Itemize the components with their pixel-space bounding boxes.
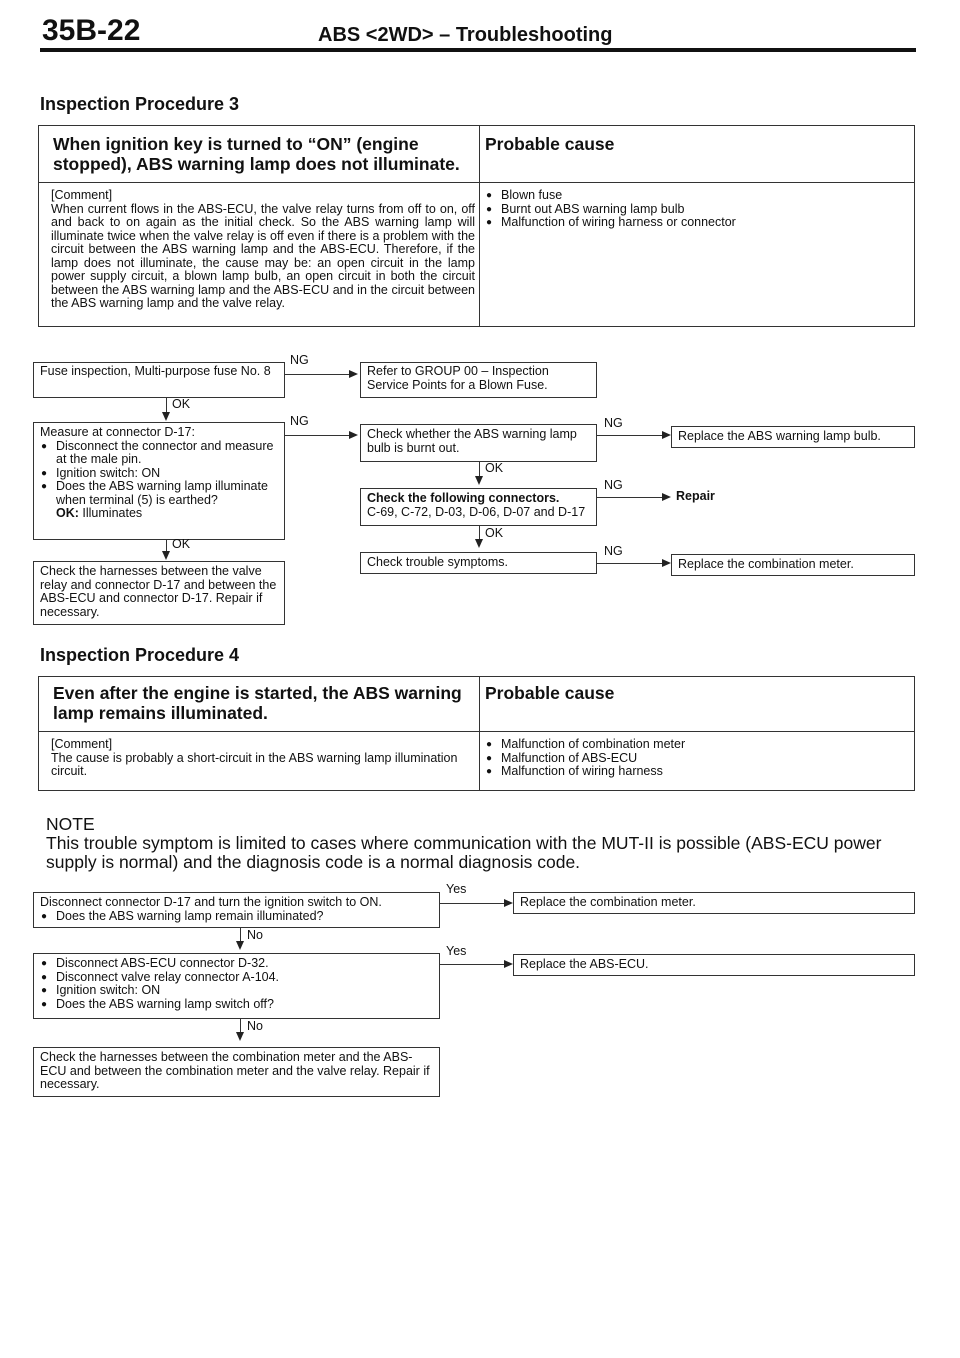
procedure-3-table	[38, 125, 915, 327]
procedure-4-causes	[485, 738, 685, 779]
ok-label: OK	[485, 461, 504, 475]
cause-item: ● Malfunction of wiring harness	[485, 765, 685, 779]
note-text: This trouble symptom is limited to cases where communication with the MUT-II is possible (ABS-ECU power supply is normal) and the diagnosis code is a normal diagnosis code.	[46, 833, 882, 872]
cause-item: ● Malfunction of combination meter	[485, 738, 685, 752]
header-rule	[40, 48, 916, 52]
ok-label: OK	[485, 526, 504, 540]
replace-meter-box: Replace the combination meter.	[671, 554, 915, 576]
disconnect-d17-question: ● Does the ABS warning lamp remain illuminated?	[40, 910, 433, 924]
procedure-3-symptom: When ignition key is turned to “ON” (engine stopped), ABS warning lamp does not illuminate.	[53, 134, 460, 174]
cause-item: ● Malfunction of ABS-ECU	[485, 752, 685, 766]
no-label: No	[247, 1019, 263, 1033]
ng-label: NG	[290, 353, 309, 367]
ok-label: OK	[172, 397, 191, 411]
procedure-4-table	[38, 676, 915, 791]
disconnect-ecu-item: ● Ignition switch: ON	[40, 984, 433, 998]
measure-item: ● Disconnect the connector and measure at the male pin.	[40, 440, 278, 467]
replace-meter-box-2: Replace the combination meter.	[513, 892, 915, 914]
ng-label: NG	[604, 478, 623, 492]
procedure-4-comment	[51, 738, 475, 779]
check-harness-box: Check the harnesses between the valve relay and connector D-17 and between the ABS-ECU and connector D-17. Repair if necessary.	[33, 561, 285, 625]
check-connectors-box	[360, 488, 597, 526]
procedure-3-causes	[485, 189, 736, 230]
cause-item: ● Burnt out ABS warning lamp bulb	[485, 203, 736, 217]
check-harness-box-2: Check the harnesses between the combination meter and the ABS-ECU and between the combination meter and the valve relay. Repair if necessary.	[33, 1047, 440, 1097]
comment-label: [Comment]	[51, 188, 113, 202]
check-connectors-title: Check the following connectors.	[367, 491, 560, 505]
yes-label: Yes	[446, 944, 467, 958]
check-bulb-box: Check whether the ABS warning lamp bulb is burnt out.	[360, 424, 597, 462]
ok-label: OK	[172, 537, 191, 551]
disconnect-ecu-list	[40, 957, 433, 1011]
cause-item: ● Blown fuse	[485, 189, 736, 203]
cause-item: ● Malfunction of wiring harness or connector	[485, 216, 736, 230]
disconnect-ecu-item: ● Disconnect valve relay connector A-104.	[40, 971, 433, 985]
procedure-4-cause-header: Probable cause	[485, 683, 615, 703]
disconnect-ecu-box	[33, 953, 440, 1019]
refer-group-00-box: Refer to GROUP 00 – Inspection Service Points for a Blown Fuse.	[360, 362, 597, 398]
comment-label: [Comment]	[51, 737, 113, 751]
procedure-3-cause-header: Probable cause	[485, 134, 615, 154]
measure-list	[40, 440, 278, 508]
ok-criteria-label: OK:	[56, 506, 79, 520]
procedure-4-title: Inspection Procedure 4	[40, 645, 240, 665]
procedure-3-title: Inspection Procedure 3	[40, 94, 240, 114]
replace-bulb-box: Replace the ABS warning lamp bulb.	[671, 426, 915, 448]
measure-item: ● Ignition switch: ON	[40, 467, 278, 481]
comment-text: The cause is probably a short-circuit in the ABS warning lamp illumination circuit.	[51, 750, 458, 778]
note-block	[46, 815, 916, 872]
measure-item: ● Does the ABS warning lamp illuminate when terminal (5) is earthed?	[40, 480, 278, 507]
page-title: ABS <2WD> – Troubleshooting	[318, 24, 613, 46]
ng-label: NG	[290, 414, 309, 428]
page-number: 35B-22	[42, 14, 141, 47]
disconnect-ecu-item: ● Disconnect ABS-ECU connector D-32.	[40, 957, 433, 971]
ok-criteria-value: Illuminates	[82, 506, 143, 520]
disconnect-d17-box	[33, 892, 440, 928]
disconnect-ecu-item: ● Does the ABS warning lamp switch off?	[40, 998, 433, 1012]
ng-label: NG	[604, 416, 623, 430]
replace-ecu-box: Replace the ABS-ECU.	[513, 954, 915, 976]
repair-label: Repair	[676, 489, 715, 503]
yes-label: Yes	[446, 882, 467, 896]
measure-title: Measure at connector D-17:	[40, 425, 195, 439]
procedure-3-comment	[51, 189, 475, 311]
comment-text: When current flows in the ABS-ECU, the valve relay turns from off to on, off and back to on again as the initial check. So the ABS warning lamp will illuminate twice when the valve relay is off even if there is a problem with the circuit between the ABS warning lamp and the ABS-ECU. Therefore, if the lamp does not illuminate, the cause may be: an open circuit in the lamp power supply circuit, a blown lamp bulb, an open circuit in both the circuit between the ABS warning lamp and the ABS-ECU and in the circuit between the ABS warning lamp and the valve relay.	[51, 201, 475, 310]
note-label: NOTE	[46, 814, 95, 834]
measure-connector-box	[33, 422, 285, 540]
connector-list: C-69, C-72, D-03, D-06, D-07 and D-17	[367, 504, 586, 519]
ng-label: NG	[604, 544, 623, 558]
procedure-4-symptom: Even after the engine is started, the ABS warning lamp remains illuminated.	[53, 683, 462, 723]
no-label: No	[247, 928, 263, 942]
check-trouble-box: Check trouble symptoms.	[360, 552, 597, 574]
fuse-inspection-box: Fuse inspection, Multi-purpose fuse No. 8	[33, 362, 285, 398]
disconnect-d17-text: Disconnect connector D-17 and turn the ignition switch to ON.	[40, 895, 382, 909]
